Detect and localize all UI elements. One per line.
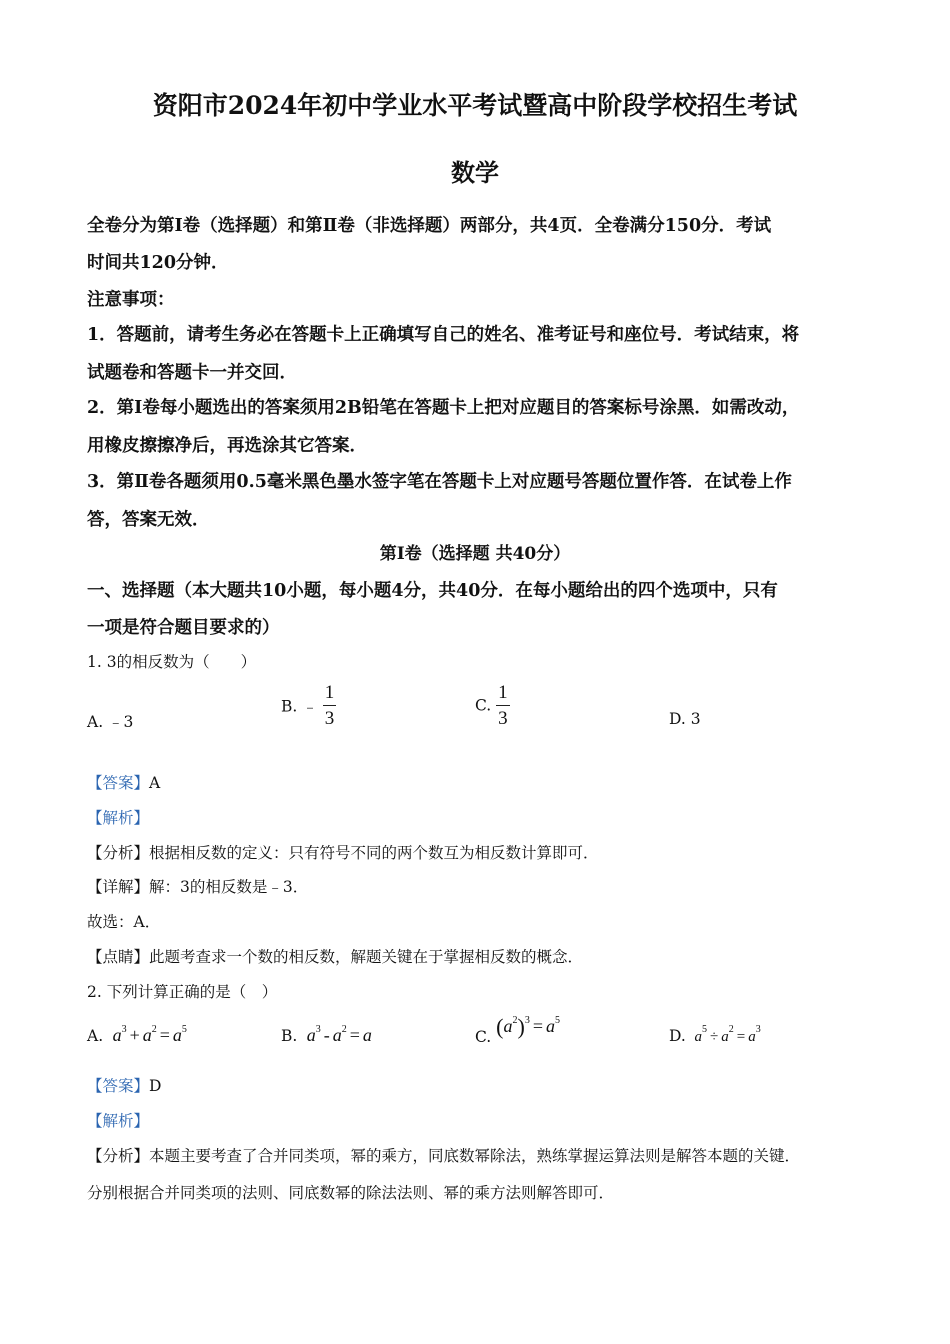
q2-fenxi-text: 本题主要考查了合并同类项，幂的乘方，同底数幂除法，熟练掌握运算法则是解答本题的关键．	[149, 1147, 801, 1165]
question-2-stem: 2. 下列计算正确的是（ ）	[87, 983, 278, 1001]
notes-heading: 注意事项：	[87, 290, 175, 310]
q2-answer-line	[87, 1074, 161, 1096]
q1-option-c-numerator: 1	[496, 683, 510, 706]
note-2-line-2: 用橡皮擦擦净后，再选涂其它答案．	[87, 436, 367, 456]
q2-option-b	[281, 1024, 372, 1046]
exam-title: 资阳市2024年初中学业水平考试暨高中阶段学校招生考试	[152, 91, 798, 120]
q2-option-a-formula: $a^3 + a^2 = a^5$	[108, 1024, 187, 1045]
q1-answer-line	[87, 771, 160, 793]
note-3-line-1: 3．第Ⅱ卷各题须用0.5毫米黑色墨水签字笔在答题卡上对应题号答题位置作答．在试卷上作	[87, 472, 792, 492]
fenxi-tag: 【分析】	[87, 1147, 150, 1165]
q1-answer-value: A	[149, 774, 161, 792]
q1-dianjing-text: 此题考查求一个数的相反数，解题关键在于掌握相反数的概念．	[149, 948, 584, 966]
q1-option-a: A. ﹣3	[87, 713, 134, 731]
intro-line-1: 全卷分为第Ⅰ卷（选择题）和第Ⅱ卷（非选择题）两部分，共4页．全卷满分150分．考试	[87, 216, 772, 236]
q2-option-c-label: C.	[475, 1028, 492, 1046]
q2-option-a	[87, 1024, 187, 1046]
q1-option-c-prefix: C.	[475, 696, 492, 715]
q2-option-b-formula: $a^3 - a^2 = a$	[302, 1024, 372, 1045]
q2-option-c-formula: $(a^2)^3 = a^5$	[496, 1014, 560, 1039]
answer-tag: 【答案】	[87, 1077, 150, 1095]
q1-option-b-numerator: 1	[323, 683, 337, 706]
fenxi-tag: 【分析】	[87, 844, 150, 862]
q2-option-d-label: D.	[669, 1027, 686, 1045]
q2-analysis-line-2: 分别根据合并同类项的法则、同底数幂的除法法则、幂的乘方法则解答即可．	[87, 1184, 615, 1202]
section-desc-line-2: 一项是符合题目要求的）	[87, 618, 280, 638]
q1-analysis-tag: 【解析】	[87, 809, 150, 827]
xiangjie-tag: 【详解】	[87, 878, 150, 896]
question-1-stem: 1. 3的相反数为（ ）	[87, 653, 257, 671]
q2-option-a-label: A.	[87, 1027, 104, 1045]
subject-title: 数学	[451, 158, 499, 187]
q1-option-b-denominator: 3	[324, 708, 335, 729]
note-2-line-1: 2．第Ⅰ卷每小题选出的答案须用2B铅笔在答题卡上把对应题目的答案标号涂黑．如需改动，	[87, 398, 800, 418]
note-1-line-1: 1．答题前，请考生务必在答题卡上正确填写自己的姓名、准考证号和座位号．考试结束，将	[87, 325, 800, 345]
q2-option-c	[475, 1014, 560, 1046]
section-heading: 第Ⅰ卷（选择题 共40分）	[379, 544, 571, 564]
q1-option-c-fraction	[496, 683, 510, 728]
q1-guxuan-line: 故选：A．	[87, 913, 161, 931]
q2-answer-value: D	[149, 1077, 162, 1095]
section-desc-line-1: 一、选择题（本大题共10小题，每小题4分，共40分．在每小题给出的四个选项中，只有	[87, 581, 778, 601]
dianjing-tag: 【点睛】	[87, 948, 150, 966]
q1-fenxi-text: 根据相反数的定义：只有符号不同的两个数互为相反数计算即可．	[149, 844, 599, 862]
q2-fenxi-line	[87, 1144, 800, 1166]
q1-dianjing-line	[87, 945, 583, 967]
q1-option-b-fraction	[323, 683, 337, 728]
q1-option-d: D. 3	[669, 710, 701, 728]
answer-tag: 【答案】	[87, 774, 150, 792]
q1-option-b	[281, 683, 336, 728]
q1-option-b-prefix: B. ﹣	[281, 697, 318, 716]
q1-fenxi-line	[87, 841, 599, 863]
q2-option-d	[669, 1024, 761, 1046]
note-3-line-2: 答，答案无效．	[87, 510, 210, 530]
note-1-line-2: 试题卷和答题卡一并交回．	[87, 363, 297, 383]
q1-xiangjie-text: 解：3的相反数是﹣3．	[149, 878, 309, 896]
q1-option-c-denominator: 3	[498, 708, 508, 729]
q2-analysis-tag: 【解析】	[87, 1112, 150, 1130]
q1-xiangjie-line	[87, 875, 308, 897]
q2-option-b-label: B.	[281, 1027, 298, 1045]
intro-line-2: 时间共120分钟．	[87, 253, 229, 273]
q1-option-c	[475, 683, 510, 728]
q2-option-d-formula: $a^5 \div a^2 = a^3$	[690, 1024, 761, 1045]
